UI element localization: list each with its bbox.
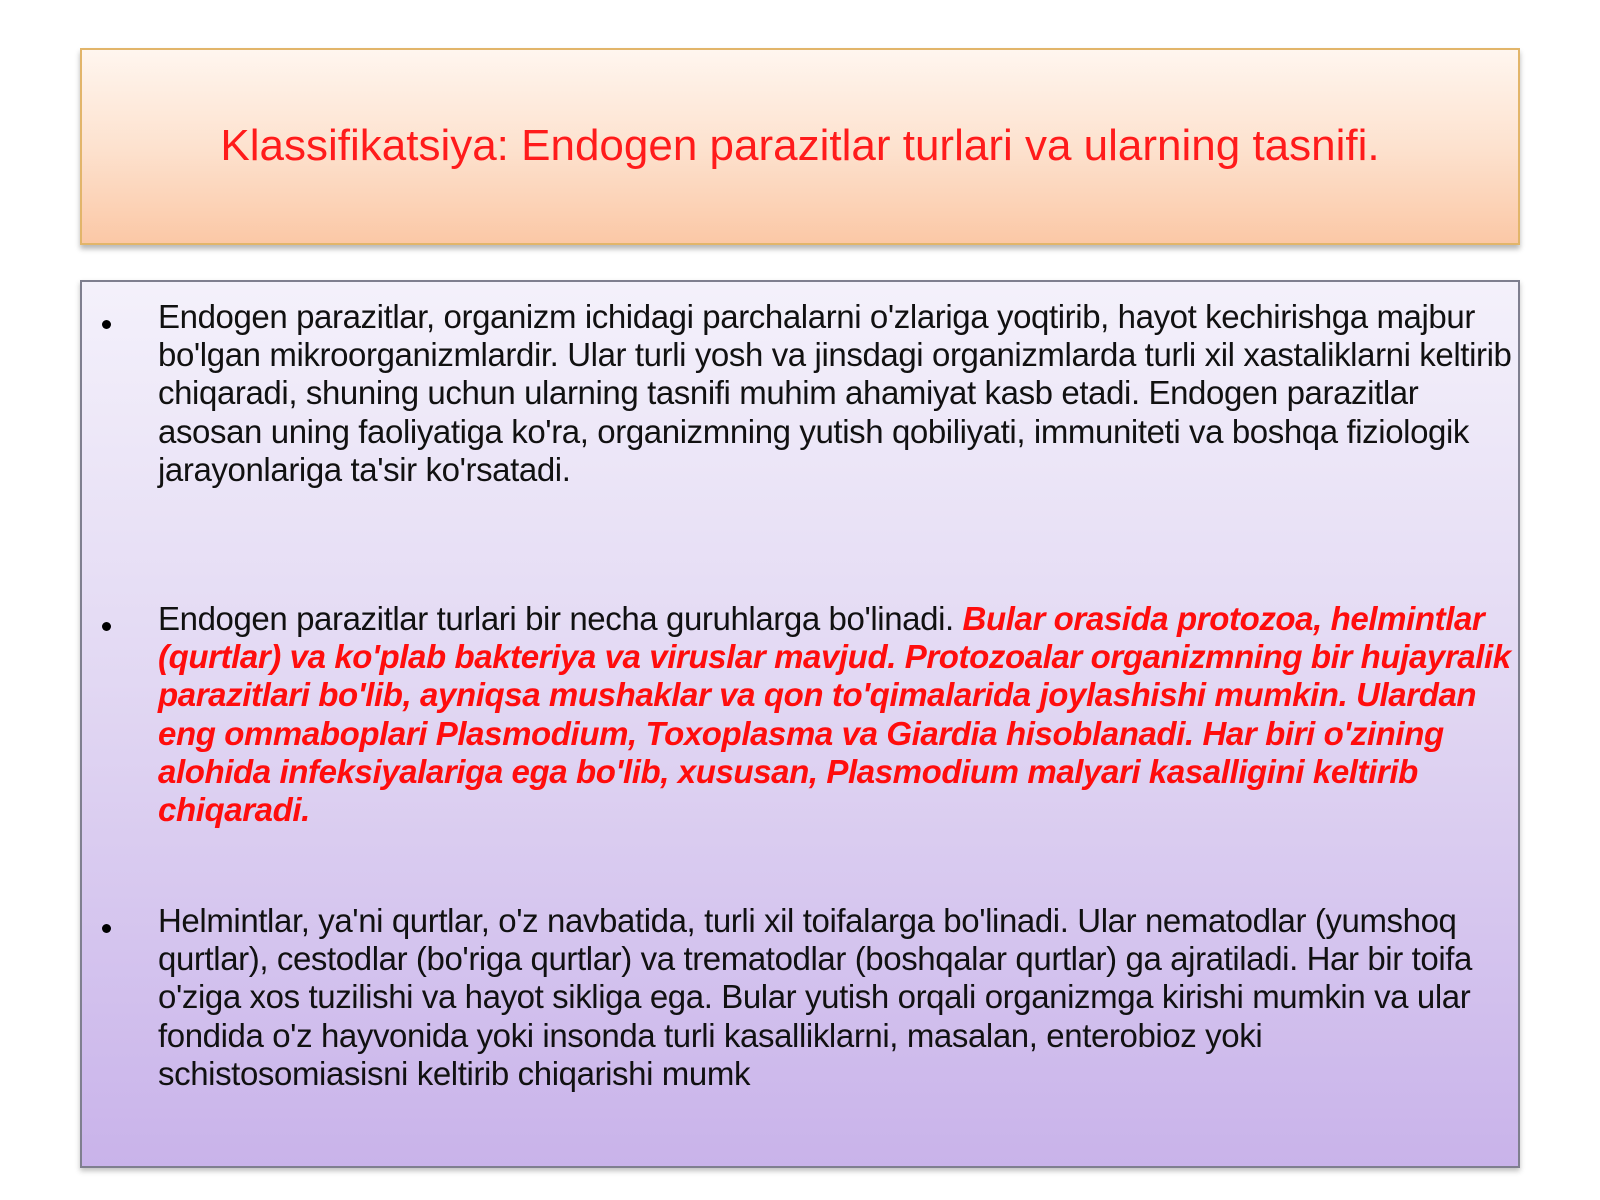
bullet-text-emphasis: Bular orasida protozoa, helmintlar (qurtlar) va ko'plab bakteriya va viruslar mavjud. Protozoalar organizmning bir hujayralik parazitlari bo'lib, ayniqsa mushaklar va qon to'qimalarida joylashishi mumkin. Ulardan eng ommaboplari Plasmodium, Toxoplasma va Giardia hisoblanadi. Har biri o'zining alohida infeksiyalariga ega bo'lib, xususan, Plasmodium malyari kasalligini keltirib chiqaradi. [158, 600, 1511, 829]
bullet-text [158, 298, 1516, 489]
title-box [80, 48, 1520, 245]
bullet-text-plain: Helmintlar, ya'ni qurtlar, o'z navbatida, turli xil toifalarga bo'linadi. Ular nematodlar (yumshoq qurtlar), cestodlar (bo'riga qurtlar) va trematodlar (boshqalar qurtlar) ga ajratiladi. Har bir toifa o'ziga xos tuzilishi va hayot sikliga ega. Bular yutish orqali organizmga kirishi mumkin va ular fondida o'z hayvonida yoki insonda turli kasalliklarni, masalan, enterobioz yoki schistosomiasisni keltirib chiqarishi mumk [158, 902, 1472, 1092]
content-box [80, 280, 1520, 1168]
bullet-text [158, 902, 1516, 1093]
bullet-icon [102, 924, 111, 933]
bullet-icon [102, 622, 111, 631]
bullet-text-plain: Endogen parazitlar turlari bir necha guruhlarga bo'linadi. [158, 600, 963, 637]
bullet-text [158, 600, 1516, 829]
slide-title: Klassifikatsiya: Endogen parazitlar turlari va ularning tasnifi. [220, 121, 1380, 171]
bullet-icon [102, 320, 111, 329]
bullet-text-plain: Endogen parazitlar, organizm ichidagi parchalarni o'zlariga yoqtirib, hayot kechirishga majbur bo'lgan mikroorganizmlardir. Ular turli yosh va jinsdagi organizmlarda turli xil xastaliklarni keltirib chiqaradi, shuning uchun ularning tasnifi muhim ahamiyat kasb etadi. Endogen parazitlar asosan uning faoliyatiga ko'ra, organizmning yutish qobiliyati, immuniteti va boshqa fiziologik jarayonlariga ta'sir ko'rsatadi. [158, 298, 1512, 488]
